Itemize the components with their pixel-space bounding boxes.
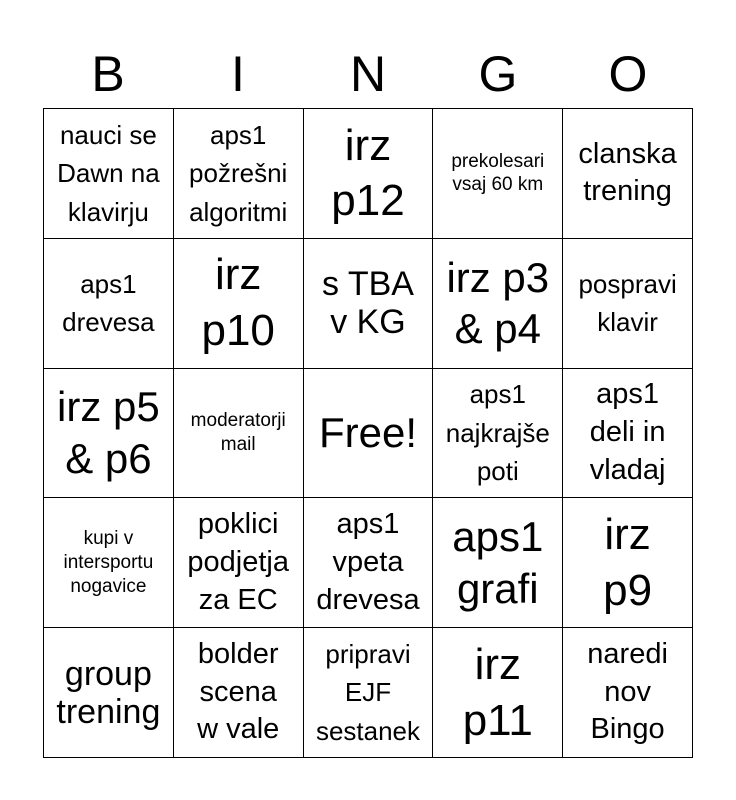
bingo-cell[interactable] [44,369,174,499]
cell-text: pospravi klavir [578,268,677,338]
bingo-cell[interactable] [433,109,563,239]
bingo-cell[interactable] [563,628,693,758]
cell-text: aps1 vpeta drevesa [316,508,420,616]
bingo-cell[interactable] [174,109,304,239]
bingo-cell[interactable] [304,628,434,758]
bingo-cell[interactable] [174,498,304,628]
bingo-cell[interactable] [304,498,434,628]
bingo-cell[interactable] [563,109,693,239]
bingo-cell[interactable] [304,109,434,239]
cell-text: aps1 grafi [452,513,544,612]
cell-text: clanska trening [578,137,677,208]
header-letter-o: O [608,46,648,102]
header-letter-b: B [91,46,125,102]
bingo-cell[interactable] [563,498,693,628]
cell-text: kupi v intersportu nogavice [63,528,154,597]
cell-text: pripravi EJF sestanek [315,638,421,746]
cell-text: poklici podjetja za EC [187,508,289,616]
cell-text: prekolesari vsaj 60 km [451,150,545,196]
cell-text: group trening [56,654,161,731]
cell-text: aps1 deli in vladaj [589,378,666,486]
cell-text: moderatorji mail [190,410,286,455]
bingo-board [43,108,693,758]
header-letter-n: N [349,46,387,102]
header-letter-i: I [231,46,245,102]
bingo-cell[interactable] [304,239,434,369]
header-letter-g: G [478,46,518,102]
free-space-cell[interactable] [304,369,434,499]
bingo-cell[interactable] [563,239,693,369]
cell-text: irz p11 [462,639,533,745]
cell-text: irz p3 & p4 [446,253,550,353]
cell-text: Free! [318,409,417,457]
bingo-cell[interactable] [44,498,174,628]
bingo-cell[interactable] [174,369,304,499]
bingo-cell[interactable] [433,498,563,628]
cell-text: aps1 požrešni algoritmi [189,119,288,227]
bingo-header [43,40,693,108]
bingo-cell[interactable] [433,239,563,369]
bingo-cell[interactable] [174,239,304,369]
cell-text: s TBA v KG [322,265,414,342]
bingo-cell[interactable] [44,628,174,758]
cell-text: nauci se Dawn na klavirju [57,119,160,227]
bingo-cell[interactable] [563,369,693,499]
bingo-cell[interactable] [433,628,563,758]
cell-text: irz p5 & p6 [57,383,160,482]
cell-text: naredi nov Bingo [587,638,668,746]
cell-text: aps1 najkrajše poti [445,379,550,487]
cell-text: irz p10 [201,250,275,356]
cell-text: irz p9 [603,509,653,615]
bingo-cell[interactable] [174,628,304,758]
cell-text: bolder scena w vale [197,638,280,746]
cell-text: irz p12 [331,120,405,226]
bingo-cell[interactable] [433,369,563,499]
bingo-cell[interactable] [44,109,174,239]
bingo-cell[interactable] [44,239,174,369]
cell-text: aps1 drevesa [62,268,155,338]
